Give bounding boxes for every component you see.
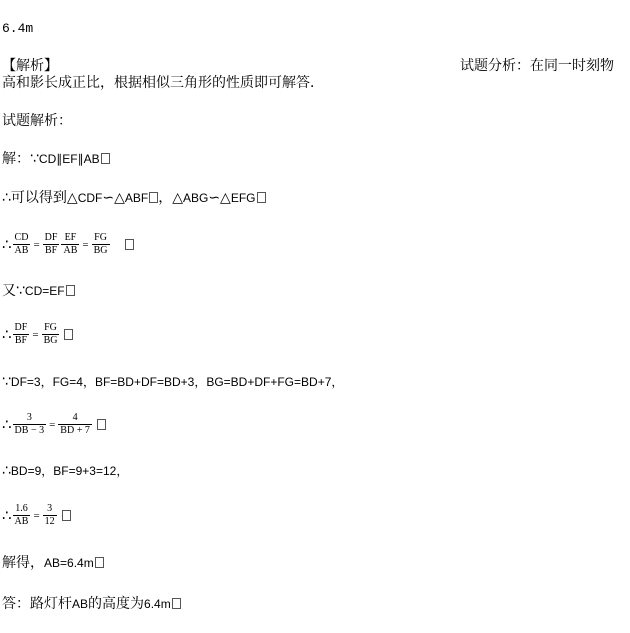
- solution-line-equal-sides: 又∵CD=EF: [2, 282, 75, 300]
- missing-glyph-box: [95, 557, 104, 568]
- fraction: $\frac{FG}{BG}$: [93, 232, 108, 256]
- solution-title: 试题解析：: [2, 113, 72, 129]
- solution-line-similar: ∴可以得到△CDF∽△ABF ，△ABG∽△EFG: [2, 189, 266, 207]
- solution-line-result: 解得，AB=6.4m: [2, 554, 104, 572]
- solution-line-height-ratio: ∴ $\frac{1.6}{AB}$ = $\frac{3}{12}$: [2, 503, 71, 528]
- analysis-text: 高和影长成正比，根据相似三角形的性质即可解答．: [2, 75, 324, 91]
- fraction: $\frac{FG}{BG}$: [43, 322, 58, 346]
- missing-glyph-box: [62, 510, 71, 521]
- fraction: $\frac{DF}{BF}$: [44, 232, 58, 256]
- missing-glyph-box: [66, 285, 75, 296]
- solution-line-parallel: 解：∵CD∥EF∥AB: [2, 150, 110, 168]
- fraction: $\frac{4}{BD + 7}$: [60, 412, 90, 436]
- solution-line-ratio-chain: ∴ $\frac{CD}{AB}$ = $\frac{DF}{BF}$ $\frac{EF}{AB}$ = $\frac{FG}{BG}$: [2, 232, 134, 257]
- missing-glyph-box: [257, 192, 266, 203]
- solution-line-proportion: ∴ $\frac{3}{DB - 3}$ = $\frac{4}{BD + 7}$: [2, 412, 106, 437]
- analysis-intro: 试题分析：在同一时刻物: [460, 58, 614, 74]
- missing-glyph-box: [64, 329, 73, 340]
- solution-line-lengths: ∵DF=3，FG=4，BF=BD+DF=BD+3，BG=BD+DF+FG=BD+7，: [2, 374, 344, 390]
- fraction: $\frac{EF}{AB}$: [63, 232, 78, 256]
- missing-glyph-box: [149, 192, 158, 203]
- fraction: $\frac{DF}{BF}$: [14, 322, 28, 346]
- fraction: $\frac{CD}{AB}$: [14, 232, 29, 256]
- missing-glyph-box: [125, 239, 134, 250]
- solution-line-ratio: ∴ $\frac{DF}{BF}$ = $\frac{FG}{BG}$: [2, 322, 73, 347]
- fraction: $\frac{3}{DB - 3}$: [14, 412, 45, 436]
- missing-glyph-box: [97, 419, 106, 430]
- analysis-heading: 【解析】: [2, 58, 58, 74]
- solution-line-bd: ∴BD=9，BF=9+3=12，: [2, 463, 129, 479]
- fraction: $\frac{1.6}{AB}$: [14, 503, 29, 527]
- missing-glyph-box: [101, 153, 110, 164]
- fraction: $\frac{3}{12}$: [44, 503, 55, 527]
- final-answer-line: 答：路灯杆AB的高度为6.4m: [2, 595, 181, 613]
- answer-value: 6.4m: [2, 21, 34, 36]
- missing-glyph-box: [172, 598, 181, 609]
